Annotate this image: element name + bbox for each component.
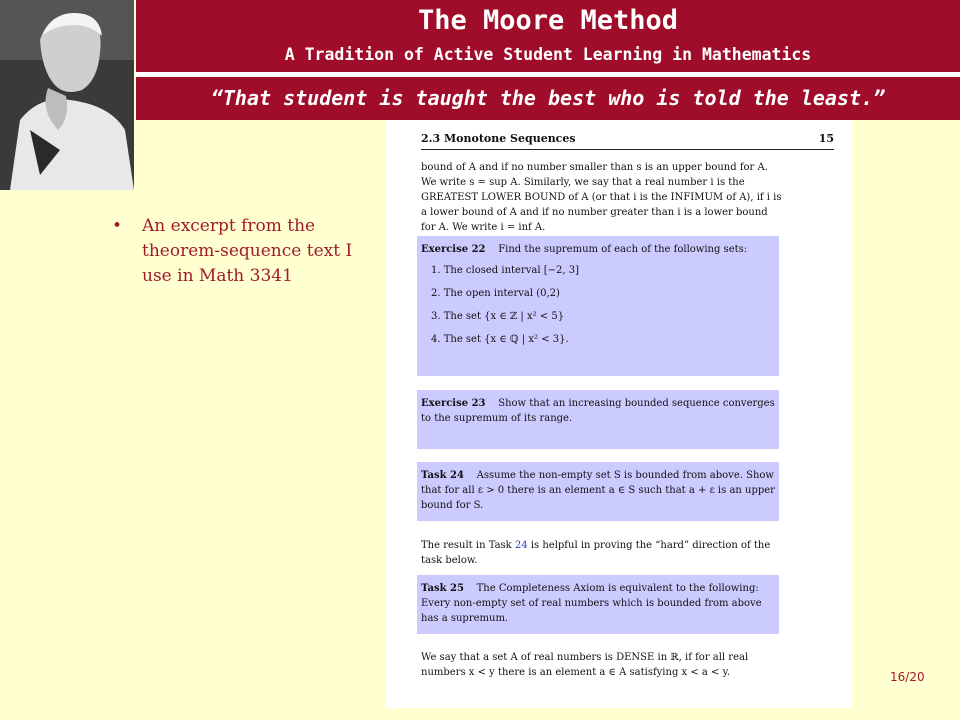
- task-24-label: Task 24: [421, 470, 464, 481]
- exercise-23-box: [417, 390, 779, 449]
- slide-subtitle: A Tradition of Active Student Learning in Mathematics: [284, 45, 812, 64]
- intro-paragraph: bound of A and if no number smaller than s is an upper bound for A. We write s = sup A. Similarly, we say that a real number i is the GREATEST LOWER BOUND of A (or that i is the INFIMUM of A), if i is a lower bound of A and if no number greater than i is a lower bound for A. We write i = inf A.: [421, 162, 782, 233]
- exercise-22-box: [417, 236, 779, 376]
- portrait-photo: [0, 0, 134, 190]
- result-paragraph: [421, 538, 783, 568]
- task-25-box: [417, 575, 779, 634]
- bullet-text: An excerpt from the theorem-sequence text I use in Math 3341: [142, 216, 353, 286]
- header-rule: [421, 149, 834, 150]
- dense-paragraph: We say that a set A of real numbers is DENSE in ℝ, if for all real numbers x < y there is an element a ∈ A satisfying x < a < y.: [421, 652, 749, 678]
- task-24-text: Assume the non-empty set S is bounded from above. Show that for all ε > 0 there is an element a ∈ S such that a + ε is an upper bound for S.: [421, 470, 775, 511]
- page-header: [421, 132, 834, 145]
- task-25-text: The Completeness Axiom is equivalent to the following: Every non-empty set of real numbers which is bounded from above has a supremum.: [421, 583, 762, 624]
- list-item: 4. The set {x ∈ ℚ | x² < 3}.: [431, 334, 569, 345]
- slide-number: 16/20: [890, 670, 925, 684]
- bullet-item: [112, 214, 357, 289]
- task-25-label: Task 25: [421, 583, 464, 594]
- exercise-22-label: Exercise 22: [421, 244, 486, 255]
- exercise-22-text: Find the supremum of each of the following sets:: [498, 244, 748, 255]
- list-item: 1. The closed interval [−2, 3]: [431, 265, 579, 276]
- section-title: 2.3 Monotone Sequences: [421, 132, 576, 145]
- bullet-marker: •: [112, 216, 123, 236]
- page-number: 15: [818, 132, 834, 145]
- exercise-22-list: [431, 263, 775, 347]
- list-item: 2. The open interval (0,2): [431, 288, 560, 299]
- moore-quote: “That student is taught the best who is told the least.”: [210, 86, 886, 110]
- slide-title: The Moore Method: [417, 5, 679, 36]
- result-text-before: The result in Task: [421, 540, 515, 551]
- result-text-after: is helpful in proving the “hard” direction of the task below.: [421, 540, 771, 566]
- task-24-link[interactable]: 24: [514, 540, 528, 551]
- list-item: 3. The set {x ∈ ℤ | x² < 5}: [431, 311, 565, 322]
- portrait-illustration: [0, 0, 134, 190]
- textbook-excerpt: [385, 120, 852, 708]
- exercise-23-label: Exercise 23: [421, 398, 486, 409]
- task-24-box: [417, 462, 779, 521]
- exercise-23-text: Show that an increasing bounded sequence converges to the supremum of its range.: [421, 398, 775, 424]
